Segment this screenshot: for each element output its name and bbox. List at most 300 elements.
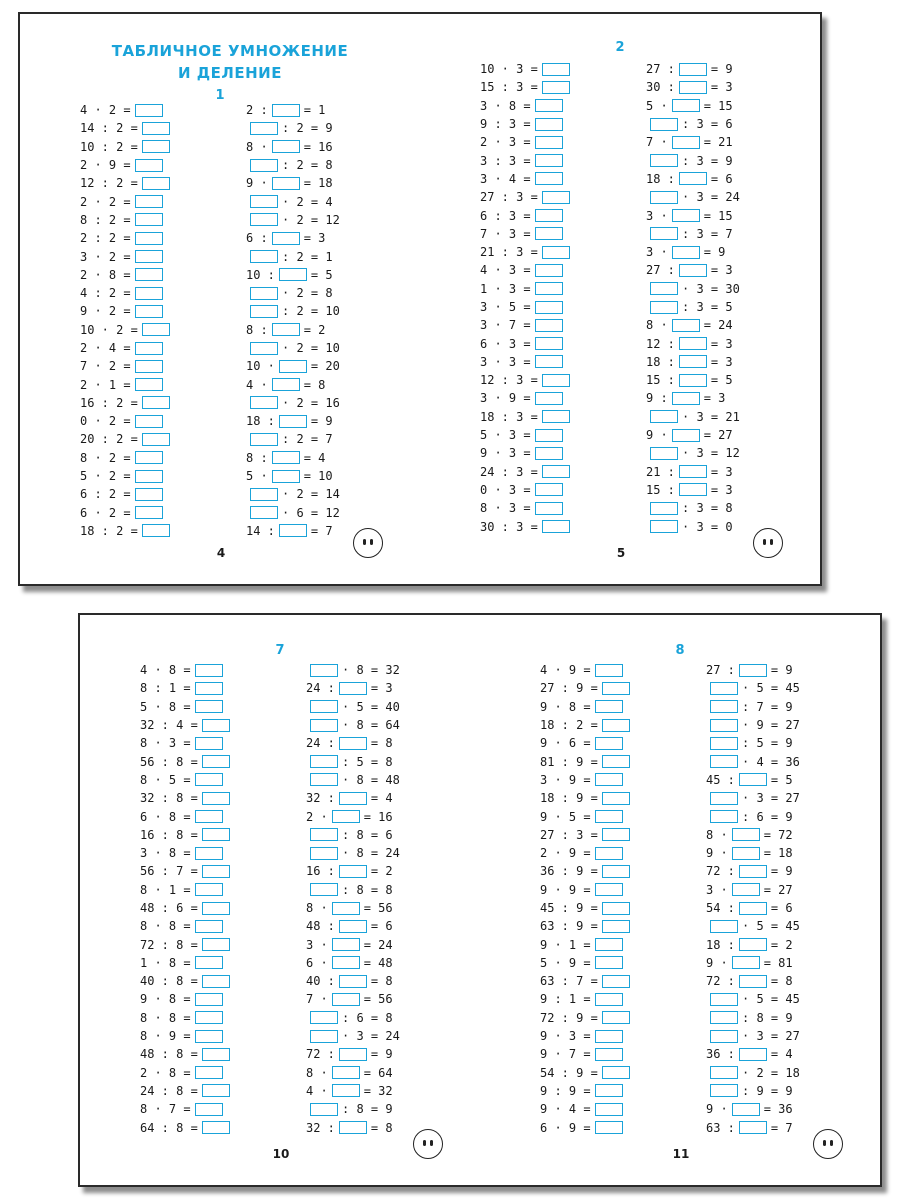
answer-box[interactable] bbox=[710, 1011, 738, 1024]
answer-box[interactable] bbox=[535, 483, 563, 496]
exercise-text-before: 9 : bbox=[646, 391, 668, 406]
answer-box[interactable] bbox=[310, 719, 338, 732]
answer-box[interactable] bbox=[595, 993, 623, 1006]
exercise-text-after: · 3 = 12 bbox=[682, 446, 740, 461]
answer-box[interactable] bbox=[542, 63, 570, 76]
answer-box[interactable] bbox=[202, 902, 230, 915]
answer-box[interactable] bbox=[672, 319, 700, 332]
answer-box[interactable] bbox=[542, 520, 570, 533]
answer-box[interactable] bbox=[332, 1066, 360, 1079]
answer-box[interactable] bbox=[310, 828, 338, 841]
answer-box[interactable] bbox=[739, 902, 767, 915]
answer-box[interactable] bbox=[135, 305, 163, 318]
answer-box[interactable] bbox=[602, 902, 630, 915]
exercise-text-before: 4 · bbox=[246, 377, 268, 392]
answer-box[interactable] bbox=[142, 323, 170, 336]
answer-box[interactable] bbox=[339, 865, 367, 878]
answer-box[interactable] bbox=[679, 483, 707, 496]
exercise-text-before: 12 : 3 = bbox=[480, 373, 538, 388]
exercise-text-before: 10 : 2 = bbox=[80, 139, 138, 154]
answer-box[interactable] bbox=[542, 374, 570, 387]
answer-box[interactable] bbox=[602, 792, 630, 805]
answer-box[interactable] bbox=[250, 250, 278, 263]
exercise-text-before: 27 : 3 = bbox=[480, 190, 538, 205]
answer-box[interactable] bbox=[535, 502, 563, 515]
exercise-text-before: 6 · 8 = bbox=[140, 809, 191, 824]
answer-box[interactable] bbox=[142, 140, 170, 153]
exercise-row bbox=[540, 862, 634, 880]
answer-box[interactable] bbox=[595, 773, 623, 786]
answer-box[interactable] bbox=[595, 1084, 623, 1097]
answer-box[interactable] bbox=[602, 828, 630, 841]
answer-box[interactable] bbox=[279, 415, 307, 428]
exercise-row bbox=[706, 716, 800, 734]
answer-box[interactable] bbox=[739, 773, 767, 786]
answer-box[interactable] bbox=[339, 792, 367, 805]
answer-box[interactable] bbox=[202, 719, 230, 732]
answer-box[interactable] bbox=[679, 355, 707, 368]
exercise-text-after: = 1 bbox=[303, 103, 326, 118]
answer-box[interactable] bbox=[135, 159, 163, 172]
answer-box[interactable] bbox=[339, 920, 367, 933]
exercise-text-after: = 6 bbox=[370, 919, 393, 934]
answer-box[interactable] bbox=[650, 191, 678, 204]
exercise-text-after: : 2 = 1 bbox=[282, 249, 333, 264]
answer-box[interactable] bbox=[602, 975, 630, 988]
answer-box[interactable] bbox=[535, 301, 563, 314]
answer-box[interactable] bbox=[195, 956, 223, 969]
answer-box[interactable] bbox=[135, 250, 163, 263]
answer-box[interactable] bbox=[339, 975, 367, 988]
answer-box[interactable] bbox=[332, 810, 360, 823]
exercise-text-after: = 3 bbox=[710, 263, 733, 278]
answer-box[interactable] bbox=[135, 213, 163, 226]
exercise-text-before: 3 · 8 = bbox=[480, 98, 531, 113]
answer-box[interactable] bbox=[195, 883, 223, 896]
answer-box[interactable] bbox=[339, 1048, 367, 1061]
answer-box[interactable] bbox=[595, 1103, 623, 1116]
exercise-text-after: : 3 = 9 bbox=[682, 153, 733, 168]
exercise-row bbox=[246, 174, 340, 192]
answer-box[interactable] bbox=[202, 975, 230, 988]
exercise-text-after: : 2 = 9 bbox=[282, 121, 333, 136]
answer-box[interactable] bbox=[195, 1066, 223, 1079]
answer-box[interactable] bbox=[535, 392, 563, 405]
answer-box[interactable] bbox=[602, 865, 630, 878]
exercise-row bbox=[480, 426, 574, 444]
exercise-text-before: 10 · bbox=[246, 359, 275, 374]
answer-box[interactable] bbox=[310, 773, 338, 786]
exercise-row bbox=[646, 97, 740, 115]
answer-box[interactable] bbox=[535, 209, 563, 222]
answer-box[interactable] bbox=[672, 209, 700, 222]
answer-box[interactable] bbox=[650, 447, 678, 460]
exercise-text-before: 4 · 3 = bbox=[480, 263, 531, 278]
answer-box[interactable] bbox=[535, 355, 563, 368]
exercise-text-after: = 15 bbox=[703, 98, 733, 113]
answer-box[interactable] bbox=[202, 938, 230, 951]
answer-box[interactable] bbox=[135, 287, 163, 300]
answer-box[interactable] bbox=[602, 920, 630, 933]
exercise-row bbox=[646, 261, 740, 279]
answer-box[interactable] bbox=[202, 828, 230, 841]
exercise-text-before: 72 : bbox=[706, 974, 735, 989]
spread-top bbox=[18, 12, 822, 586]
exercise-text-after: · 2 = 8 bbox=[282, 286, 333, 301]
answer-box[interactable] bbox=[595, 1030, 623, 1043]
exercise-text-before: 9 · 4 = bbox=[540, 1102, 591, 1117]
answer-box[interactable] bbox=[535, 447, 563, 460]
answer-box[interactable] bbox=[595, 956, 623, 969]
exercise-text-before: 12 : bbox=[646, 336, 675, 351]
exercise-row bbox=[646, 206, 740, 224]
answer-box[interactable] bbox=[135, 360, 163, 373]
answer-box[interactable] bbox=[535, 319, 563, 332]
answer-box[interactable] bbox=[195, 1011, 223, 1024]
exercise-row bbox=[80, 467, 174, 485]
answer-box[interactable] bbox=[310, 664, 338, 677]
answer-box[interactable] bbox=[135, 104, 163, 117]
exercise-row bbox=[140, 954, 234, 972]
answer-box[interactable] bbox=[279, 360, 307, 373]
answer-box[interactable] bbox=[339, 1121, 367, 1134]
answer-box[interactable] bbox=[310, 755, 338, 768]
answer-box[interactable] bbox=[250, 287, 278, 300]
answer-box[interactable] bbox=[195, 700, 223, 713]
answer-box[interactable] bbox=[710, 755, 738, 768]
exercise-row bbox=[540, 844, 634, 862]
answer-box[interactable] bbox=[679, 81, 707, 94]
answer-box[interactable] bbox=[732, 847, 760, 860]
answer-box[interactable] bbox=[250, 159, 278, 172]
exercise-row bbox=[246, 412, 340, 430]
exercise-row bbox=[540, 752, 634, 770]
answer-box[interactable] bbox=[542, 465, 570, 478]
answer-box[interactable] bbox=[339, 737, 367, 750]
answer-box[interactable] bbox=[250, 305, 278, 318]
exercise-row bbox=[646, 334, 740, 352]
answer-box[interactable] bbox=[732, 828, 760, 841]
answer-box[interactable] bbox=[535, 99, 563, 112]
exercise-text-after: = 3 bbox=[710, 464, 733, 479]
answer-box[interactable] bbox=[595, 1121, 623, 1134]
exercise-text-before: 8 : bbox=[246, 322, 268, 337]
exercise-text-before: 5 · 9 = bbox=[540, 955, 591, 970]
answer-box[interactable] bbox=[650, 520, 678, 533]
exercise-text-before: 81 : 9 = bbox=[540, 754, 598, 769]
answer-box[interactable] bbox=[195, 920, 223, 933]
answer-box[interactable] bbox=[710, 1030, 738, 1043]
answer-box[interactable] bbox=[279, 268, 307, 281]
answer-box[interactable] bbox=[195, 773, 223, 786]
answer-box[interactable] bbox=[310, 847, 338, 860]
answer-box[interactable] bbox=[202, 1048, 230, 1061]
answer-box[interactable] bbox=[310, 700, 338, 713]
exercise-row bbox=[540, 990, 634, 1008]
exercise-text-after: = 9 bbox=[703, 245, 726, 260]
exercise-text-before: 9 · bbox=[706, 846, 728, 861]
exercise-text-before: 56 : 7 = bbox=[140, 864, 198, 879]
exercise-row bbox=[706, 954, 800, 972]
answer-box[interactable] bbox=[650, 301, 678, 314]
exercise-text-before: 27 : bbox=[706, 663, 735, 678]
answer-box[interactable] bbox=[272, 323, 300, 336]
answer-box[interactable] bbox=[650, 502, 678, 515]
exercise-row bbox=[306, 1082, 400, 1100]
answer-box[interactable] bbox=[542, 410, 570, 423]
exercise-text-after: · 8 = 48 bbox=[342, 772, 400, 787]
page-number-10: 10 bbox=[272, 1147, 290, 1161]
answer-box[interactable] bbox=[710, 737, 738, 750]
answer-box[interactable] bbox=[535, 227, 563, 240]
answer-box[interactable] bbox=[135, 232, 163, 245]
answer-box[interactable] bbox=[250, 396, 278, 409]
answer-box[interactable] bbox=[195, 1103, 223, 1116]
answer-box[interactable] bbox=[272, 470, 300, 483]
answer-box[interactable] bbox=[535, 429, 563, 442]
answer-box[interactable] bbox=[310, 883, 338, 896]
answer-box[interactable] bbox=[135, 342, 163, 355]
answer-box[interactable] bbox=[142, 524, 170, 537]
exercise-row bbox=[140, 734, 234, 752]
answer-box[interactable] bbox=[602, 1011, 630, 1024]
exercise-text-before: 9 · 2 = bbox=[80, 304, 131, 319]
answer-box[interactable] bbox=[272, 140, 300, 153]
answer-box[interactable] bbox=[250, 506, 278, 519]
exercise-text-after: · 6 = 12 bbox=[282, 505, 340, 520]
answer-box[interactable] bbox=[595, 847, 623, 860]
answer-box[interactable] bbox=[250, 488, 278, 501]
exercise-row bbox=[306, 844, 400, 862]
answer-box[interactable] bbox=[710, 1066, 738, 1079]
section-8-left-column bbox=[540, 661, 634, 1137]
exercise-text-after: = 9 bbox=[710, 62, 733, 77]
answer-box[interactable] bbox=[195, 682, 223, 695]
answer-box[interactable] bbox=[279, 524, 307, 537]
answer-box[interactable] bbox=[710, 719, 738, 732]
exercise-row bbox=[706, 734, 800, 752]
exercise-row bbox=[140, 661, 234, 679]
exercise-row bbox=[80, 192, 174, 210]
answer-box[interactable] bbox=[202, 755, 230, 768]
exercise-text-before: 2 · 9 = bbox=[540, 846, 591, 861]
exercise-row bbox=[306, 807, 400, 825]
answer-box[interactable] bbox=[739, 1121, 767, 1134]
exercise-text-after: = 21 bbox=[703, 135, 733, 150]
answer-box[interactable] bbox=[672, 99, 700, 112]
answer-box[interactable] bbox=[739, 865, 767, 878]
exercise-row bbox=[140, 1009, 234, 1027]
answer-box[interactable] bbox=[710, 682, 738, 695]
exercise-row bbox=[540, 972, 634, 990]
answer-box[interactable] bbox=[142, 433, 170, 446]
exercise-text-after: = 72 bbox=[763, 827, 793, 842]
answer-box[interactable] bbox=[595, 664, 623, 677]
answer-box[interactable] bbox=[195, 664, 223, 677]
exercise-text-after: = 16 bbox=[363, 809, 393, 824]
exercise-row bbox=[480, 261, 574, 279]
answer-box[interactable] bbox=[679, 465, 707, 478]
answer-box[interactable] bbox=[272, 232, 300, 245]
answer-box[interactable] bbox=[710, 700, 738, 713]
exercise-text-after: : 5 = 9 bbox=[742, 736, 793, 751]
answer-box[interactable] bbox=[602, 755, 630, 768]
answer-box[interactable] bbox=[310, 1030, 338, 1043]
answer-box[interactable] bbox=[332, 902, 360, 915]
answer-box[interactable] bbox=[135, 195, 163, 208]
exercise-text-before: 6 · 3 = bbox=[480, 336, 531, 351]
exercise-text-before: 32 : 4 = bbox=[140, 718, 198, 733]
answer-box[interactable] bbox=[542, 246, 570, 259]
exercise-row bbox=[646, 60, 740, 78]
answer-box[interactable] bbox=[250, 433, 278, 446]
answer-box[interactable] bbox=[679, 63, 707, 76]
exercise-row bbox=[246, 302, 340, 320]
answer-box[interactable] bbox=[332, 1084, 360, 1097]
answer-box[interactable] bbox=[195, 810, 223, 823]
exercise-text-before: 6 · 2 = bbox=[80, 505, 131, 520]
exercise-row bbox=[246, 339, 340, 357]
answer-box[interactable] bbox=[339, 682, 367, 695]
answer-box[interactable] bbox=[332, 956, 360, 969]
answer-box[interactable] bbox=[535, 264, 563, 277]
answer-box[interactable] bbox=[679, 374, 707, 387]
answer-box[interactable] bbox=[595, 810, 623, 823]
answer-box[interactable] bbox=[310, 1103, 338, 1116]
exercise-text-after: = 16 bbox=[303, 139, 333, 154]
answer-box[interactable] bbox=[142, 122, 170, 135]
exercise-text-before: 9 · 5 = bbox=[540, 809, 591, 824]
answer-box[interactable] bbox=[595, 700, 623, 713]
answer-box[interactable] bbox=[679, 337, 707, 350]
answer-box[interactable] bbox=[250, 342, 278, 355]
exercise-row bbox=[646, 371, 740, 389]
answer-box[interactable] bbox=[535, 172, 563, 185]
exercise-text-before: 8 · 1 = bbox=[140, 882, 191, 897]
exercise-text-after: = 56 bbox=[363, 992, 393, 1007]
exercise-text-after: : 6 = 9 bbox=[742, 809, 793, 824]
answer-box[interactable] bbox=[250, 213, 278, 226]
answer-box[interactable] bbox=[272, 104, 300, 117]
answer-box[interactable] bbox=[535, 118, 563, 131]
exercise-row bbox=[540, 789, 634, 807]
answer-box[interactable] bbox=[732, 956, 760, 969]
answer-box[interactable] bbox=[332, 993, 360, 1006]
answer-box[interactable] bbox=[195, 993, 223, 1006]
answer-box[interactable] bbox=[595, 938, 623, 951]
answer-box[interactable] bbox=[202, 1121, 230, 1134]
exercise-row bbox=[306, 698, 400, 716]
exercise-row bbox=[480, 517, 574, 535]
answer-box[interactable] bbox=[202, 792, 230, 805]
answer-box[interactable] bbox=[535, 282, 563, 295]
answer-box[interactable] bbox=[535, 337, 563, 350]
answer-box[interactable] bbox=[135, 451, 163, 464]
answer-box[interactable] bbox=[202, 865, 230, 878]
answer-box[interactable] bbox=[710, 792, 738, 805]
answer-box[interactable] bbox=[195, 737, 223, 750]
answer-box[interactable] bbox=[135, 470, 163, 483]
answer-box[interactable] bbox=[135, 506, 163, 519]
answer-box[interactable] bbox=[710, 810, 738, 823]
answer-box[interactable] bbox=[272, 451, 300, 464]
answer-box[interactable] bbox=[739, 664, 767, 677]
answer-box[interactable] bbox=[672, 136, 700, 149]
answer-box[interactable] bbox=[710, 1084, 738, 1097]
answer-box[interactable] bbox=[332, 938, 360, 951]
answer-box[interactable] bbox=[542, 81, 570, 94]
exercise-text-before: 3 · 4 = bbox=[480, 171, 531, 186]
exercise-text-after: = 3 bbox=[370, 681, 393, 696]
answer-box[interactable] bbox=[602, 719, 630, 732]
exercise-row bbox=[140, 935, 234, 953]
answer-box[interactable] bbox=[135, 488, 163, 501]
answer-box[interactable] bbox=[679, 264, 707, 277]
exercise-row bbox=[140, 752, 234, 770]
exercise-text-before: 27 : bbox=[646, 62, 675, 77]
exercise-row bbox=[246, 394, 340, 412]
answer-box[interactable] bbox=[602, 1066, 630, 1079]
exercise-text-before: 72 : bbox=[706, 864, 735, 879]
exercise-text-before: 0 · 3 = bbox=[480, 482, 531, 497]
answer-box[interactable] bbox=[195, 847, 223, 860]
answer-box[interactable] bbox=[650, 282, 678, 295]
answer-box[interactable] bbox=[710, 993, 738, 1006]
answer-box[interactable] bbox=[672, 392, 700, 405]
answer-box[interactable] bbox=[135, 268, 163, 281]
answer-box[interactable] bbox=[595, 883, 623, 896]
answer-box[interactable] bbox=[310, 1011, 338, 1024]
answer-box[interactable] bbox=[135, 415, 163, 428]
answer-box[interactable] bbox=[202, 1084, 230, 1097]
answer-box[interactable] bbox=[739, 938, 767, 951]
exercise-row bbox=[80, 211, 174, 229]
exercise-row bbox=[480, 463, 574, 481]
answer-box[interactable] bbox=[135, 378, 163, 391]
answer-box[interactable] bbox=[650, 410, 678, 423]
answer-box[interactable] bbox=[272, 177, 300, 190]
answer-box[interactable] bbox=[595, 1048, 623, 1061]
answer-box[interactable] bbox=[679, 172, 707, 185]
answer-box[interactable] bbox=[535, 136, 563, 149]
answer-box[interactable] bbox=[595, 737, 623, 750]
answer-box[interactable] bbox=[710, 920, 738, 933]
answer-box[interactable] bbox=[650, 154, 678, 167]
exercise-row bbox=[480, 316, 574, 334]
answer-box[interactable] bbox=[672, 246, 700, 259]
answer-box[interactable] bbox=[732, 1103, 760, 1116]
answer-box[interactable] bbox=[142, 396, 170, 409]
answer-box[interactable] bbox=[250, 195, 278, 208]
answer-box[interactable] bbox=[602, 682, 630, 695]
answer-box[interactable] bbox=[272, 378, 300, 391]
answer-box[interactable] bbox=[650, 227, 678, 240]
answer-box[interactable] bbox=[739, 975, 767, 988]
answer-box[interactable] bbox=[535, 154, 563, 167]
answer-box[interactable] bbox=[739, 1048, 767, 1061]
answer-box[interactable] bbox=[195, 1030, 223, 1043]
answer-box[interactable] bbox=[542, 191, 570, 204]
exercise-text-after: = 2 bbox=[303, 322, 326, 337]
answer-box[interactable] bbox=[250, 122, 278, 135]
answer-box[interactable] bbox=[672, 429, 700, 442]
exercise-text-before: 30 : 3 = bbox=[480, 519, 538, 534]
answer-box[interactable] bbox=[650, 118, 678, 131]
exercise-text-before: 9 · bbox=[706, 1102, 728, 1117]
answer-box[interactable] bbox=[732, 883, 760, 896]
exercise-row bbox=[80, 394, 174, 412]
answer-box[interactable] bbox=[142, 177, 170, 190]
